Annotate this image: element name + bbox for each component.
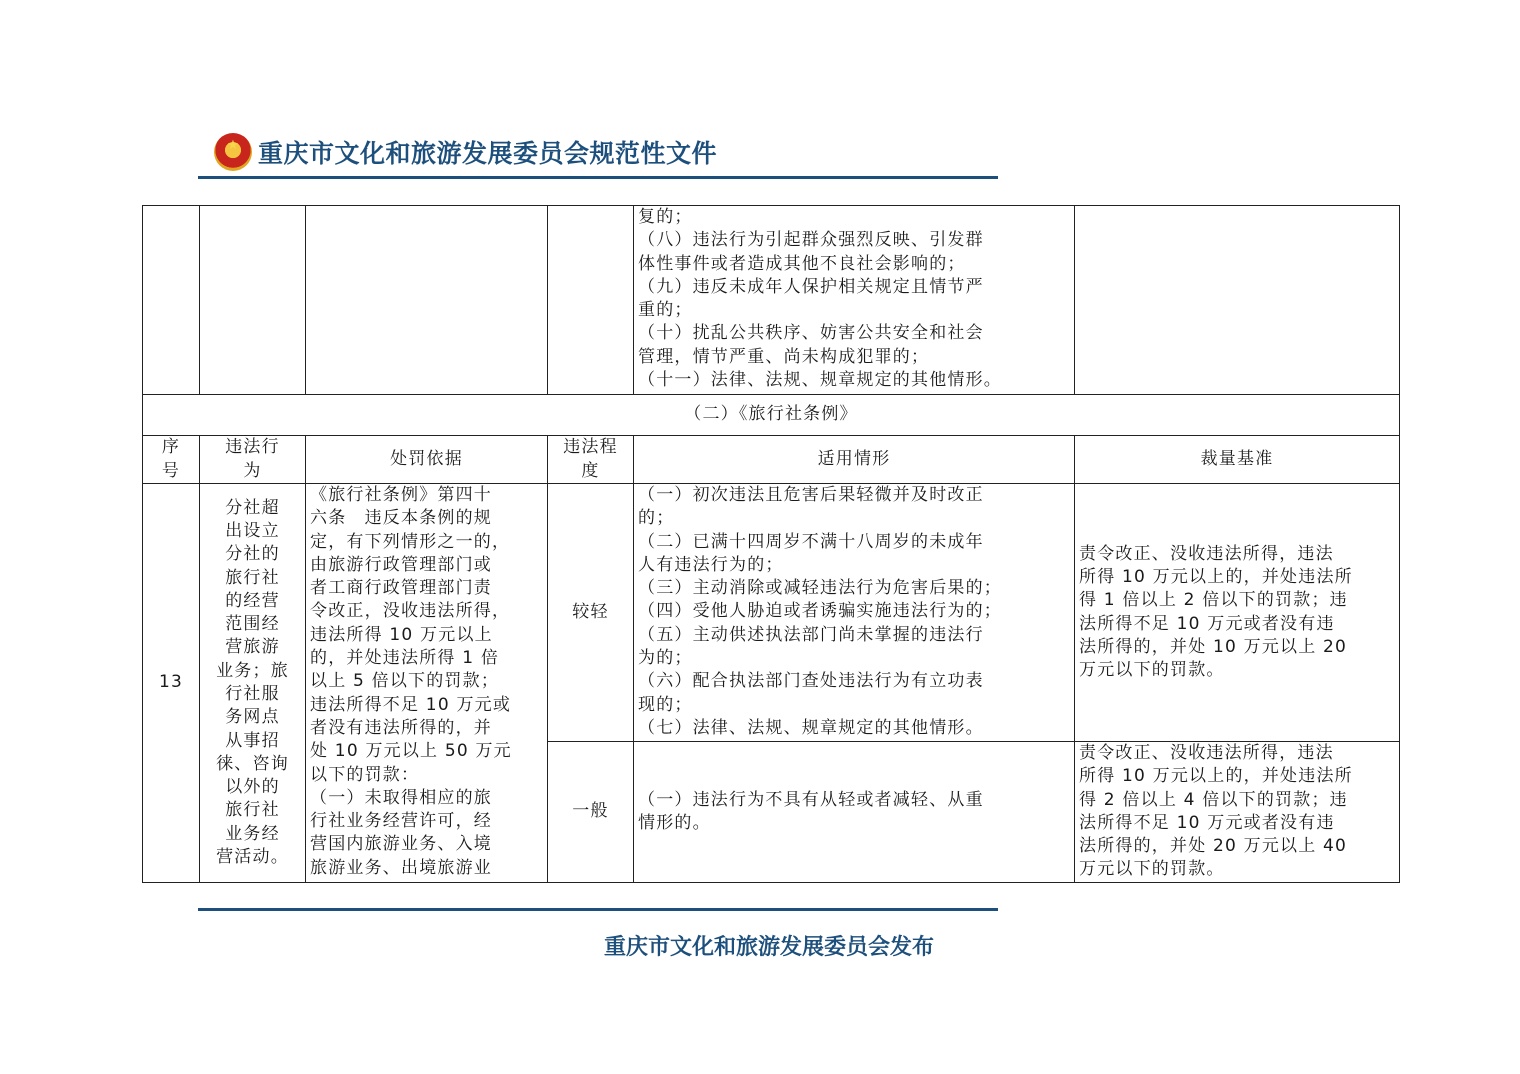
- text-line: 复的；: [638, 207, 693, 227]
- header-rule: [198, 176, 998, 179]
- header-violation: 违法行 为: [200, 436, 306, 484]
- header-seq: 序 号: [143, 436, 200, 484]
- continued-standard-cell: [1075, 206, 1400, 395]
- standard-minor: 责令改正、没收违法所得，违法 所得 10 万元以上的，并处违法所 得 1 倍以上 2 倍以下的罚款；违 法所得不足 10 万元或者没有违 法所得的，并处 10 万元以上 20 万元以下的罚款。: [1075, 484, 1400, 742]
- penalty-table: [142, 205, 1400, 883]
- document-header: [214, 130, 717, 174]
- text-line: （八）违法行为引起群众强烈反映、引发群: [638, 230, 984, 251]
- text-line: （九）违反未成年人保护相关规定且情节严: [638, 276, 984, 297]
- text-line: 体性事件或者造成其他不良社会影响的；: [638, 253, 966, 274]
- header-degree: 违法程 度: [548, 436, 634, 484]
- header-basis: 处罚依据: [306, 436, 548, 484]
- row-basis: 《旅行社条例》第四十 六条 违反本条例的规 定，有下列情形之一的， 由旅游行政管理部门或 者工商行政管理部门责 令改正，没收违法所得， 违法所得 10 万元以上 的，并处违法所得 1 倍 以上 5 倍以下的罚款； 违法所得不足 10 万元或 者没有违法所得的，并 处 10 万元以上 50 万元 以下的罚款： （一）未取得相应的旅 行社业务经营许可，经 营国内旅游业务、入境 旅游业务、出境旅游业: [306, 484, 548, 883]
- situations-minor: （一）初次违法且危害后果轻微并及时改正 的； （二）已满十四周岁不满十八周岁的未成年 人有违法行为的； （三）主动消除或减轻违法行为危害后果的； （四）受他人胁迫或者诱骗实施违法行为的； （五）主动供述执法部门尚未掌握的违法行 为的； （六）配合执法部门查处违法行为有立功表 现的； （七）法律、法规、规章规定的其他情形。: [634, 484, 1075, 742]
- text-line: 重的；: [638, 300, 693, 321]
- continued-row: [143, 206, 1400, 395]
- header-situations: 适用情形: [634, 436, 1075, 484]
- table-row: [143, 484, 1400, 742]
- continued-degree-cell: [548, 206, 634, 395]
- header-standard: 裁量基准: [1075, 436, 1400, 484]
- document-title: 重庆市文化和旅游发展委员会规范性文件: [258, 139, 718, 168]
- continued-situations-cell: [634, 206, 1075, 395]
- section-title: （二）《旅行社条例》: [143, 395, 1400, 436]
- footer-rule: [198, 908, 998, 911]
- table-header-row: [143, 436, 1400, 484]
- situations-general: （一）违法行为不具有从轻或者减轻、从重 情形的。: [634, 742, 1075, 883]
- continued-violation-cell: [200, 206, 306, 395]
- national-emblem-icon: [214, 133, 252, 171]
- degree-general: 一般: [548, 742, 634, 883]
- text-line: （十一）法律、法规、规章规定的其他情形。: [638, 370, 1002, 391]
- section-row: [143, 395, 1400, 436]
- row-violation: 分社超 出设立 分社的 旅行社 的经营 范围经 营旅游 业务；旅 行社服 务网点 从事招 徕、咨询 以外的 旅行社 业务经 营活动。: [200, 484, 306, 883]
- text-line: （十）扰乱公共秩序、妨害公共安全和社会: [638, 323, 984, 344]
- row-seq: 13: [143, 484, 200, 883]
- degree-minor: 较轻: [548, 484, 634, 742]
- standard-general: 责令改正、没收违法所得，违法 所得 10 万元以上的，并处违法所 得 2 倍以上 4 倍以下的罚款；违 法所得不足 10 万元或者没有违 法所得的，并处 20 万元以上 40 万元以下的罚款。: [1075, 742, 1400, 883]
- continued-seq-cell: [143, 206, 200, 395]
- continued-basis-cell: [306, 206, 548, 395]
- footer-publisher: 重庆市文化和旅游发展委员会发布: [604, 934, 935, 960]
- text-line: 管理，情节严重、尚未构成犯罪的；: [638, 346, 930, 367]
